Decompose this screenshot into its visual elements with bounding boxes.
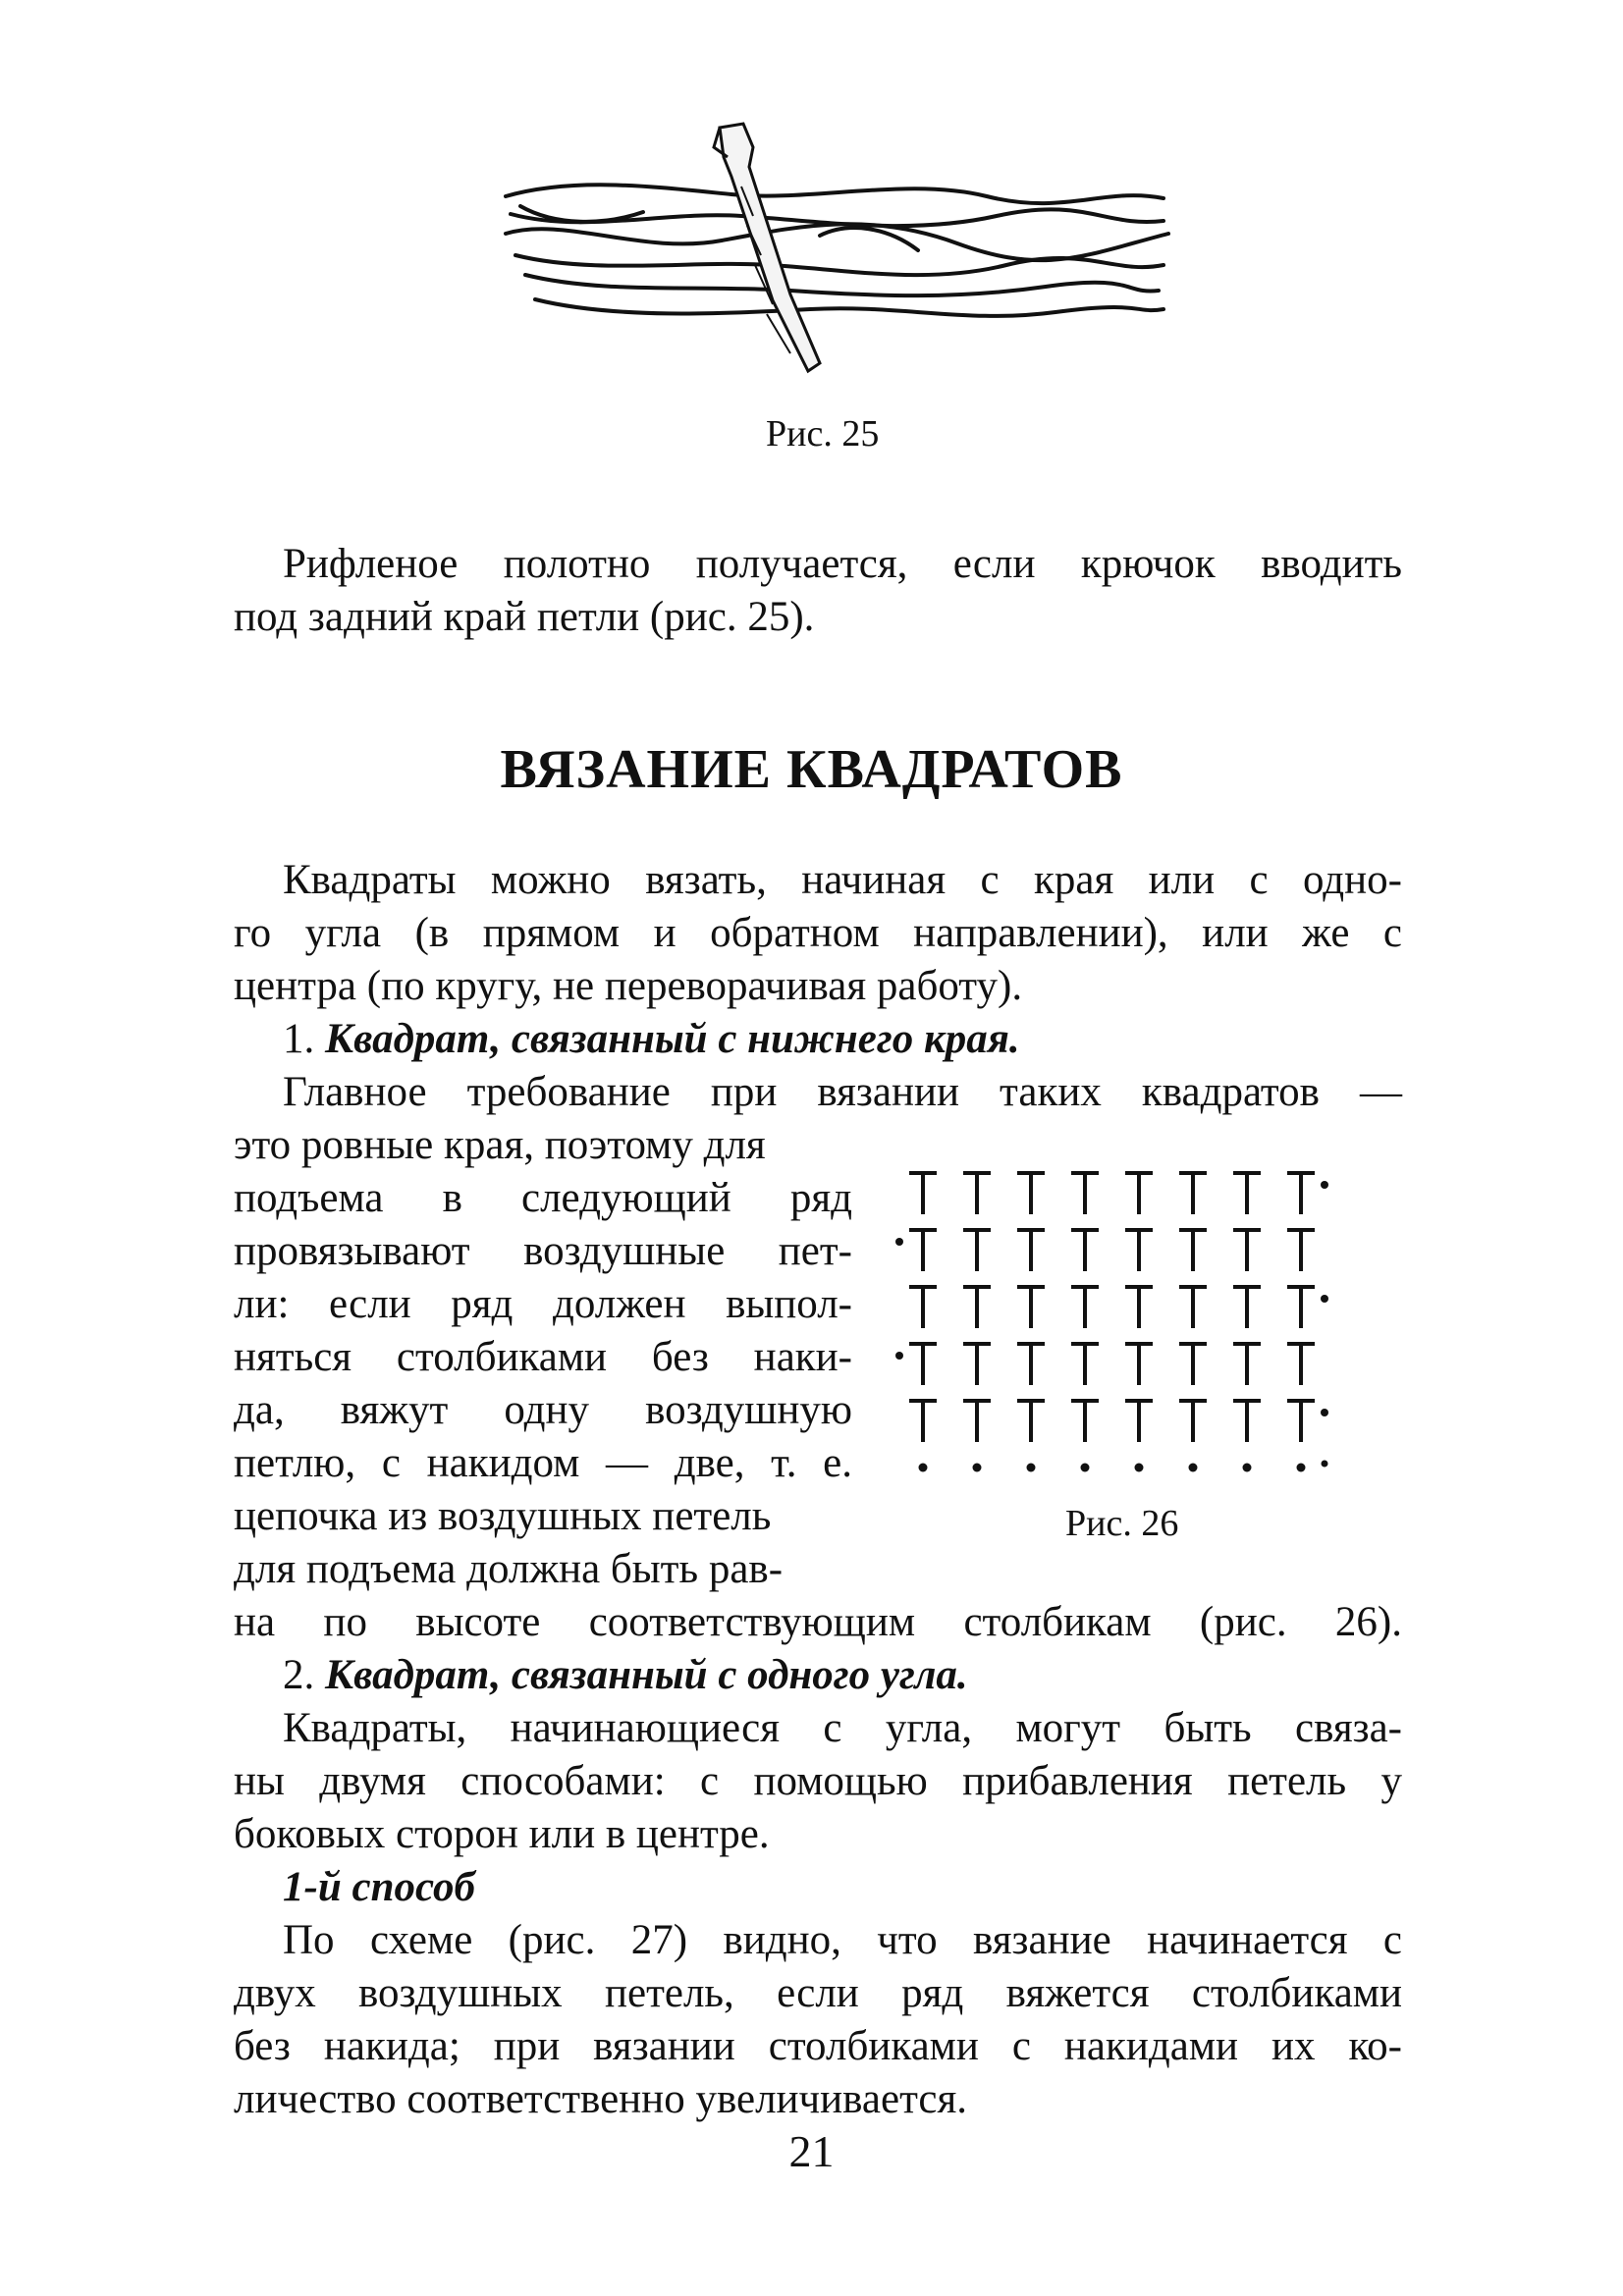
paragraph-2-line-11: на по высоте соответствующим столбикам (рис. 26). (234, 1599, 1402, 1645)
paragraph-1-line-2: го угла (в прямом и обратном направлении), или же с (234, 910, 1402, 956)
figure-25-caption: Рис. 25 (766, 413, 880, 454)
turning-chain-dot (895, 1352, 903, 1360)
paragraph-2-line-10: для подъема должна быть рав- (234, 1546, 784, 1592)
page-number: 21 (788, 2126, 835, 2176)
item-2-heading (283, 1649, 968, 1702)
foundation-chain-dot (1189, 1464, 1198, 1472)
section-title: ВЯЗАНИЕ КВАДРАТОВ (500, 739, 1123, 800)
figure-26-chart (893, 1153, 1384, 1487)
paragraph-2-line-7: да, вяжут одну воздушную (234, 1387, 852, 1433)
paragraph-2-line-5: ли: если ряд должен выпол- (234, 1281, 852, 1327)
paragraph-4-line-4: личество соответственно увеличивается. (234, 2076, 968, 2122)
foundation-chain-dot (1297, 1464, 1306, 1472)
intro-paragraph-line-2: под задний край петли (рис. 25). (234, 594, 815, 640)
paragraph-3-line-1: Квадраты, начинающиеся с угла, могут быть связа- (283, 1705, 1402, 1751)
foundation-chain-dot (919, 1464, 928, 1472)
foundation-chain-dot (1135, 1464, 1144, 1472)
item-2-number: 2. (283, 1652, 315, 1698)
paragraph-1-line-3: центра (по кругу, не переворачивая работу). (234, 963, 1023, 1009)
turning-chain-dot (895, 1238, 903, 1246)
turning-chain-dot (1321, 1181, 1328, 1189)
figure-26-caption: Рис. 26 (1065, 1503, 1179, 1544)
item-1-title: Квадрат, связанный с нижнего края. (325, 1016, 1020, 1062)
figure-25-illustration (496, 118, 1173, 383)
foundation-chain-dot (1243, 1464, 1252, 1472)
turning-chain-dot (1321, 1409, 1328, 1416)
item-1-number: 1. (283, 1016, 315, 1062)
paragraph-2-line-1: Главное требование при вязании таких квадратов — (283, 1069, 1402, 1115)
item-1-heading (283, 1013, 1020, 1066)
foundation-chain-dot (1322, 1461, 1328, 1468)
paragraph-2-line-8: петлю, с накидом — две, т. е. (234, 1440, 852, 1486)
foundation-chain-dot (1081, 1464, 1090, 1472)
turning-chain-dot (1321, 1295, 1328, 1303)
paragraph-2-line-4: провязывают воздушные пет- (234, 1228, 852, 1274)
paragraph-2-line-3: подъема в следующий ряд (234, 1175, 852, 1221)
paragraph-4-line-3: без накида; при вязании столбиками с накидами их ко- (234, 2023, 1402, 2069)
paragraph-2-line-2: это ровные края, поэтому для (234, 1122, 766, 1168)
paragraph-4-line-1: По схеме (рис. 27) видно, что вязание начинается с (283, 1917, 1402, 1963)
item-2-title: Квадрат, связанный с одного угла. (325, 1652, 968, 1698)
foundation-chain-dot (973, 1464, 982, 1472)
paragraph-2-line-9: цепочка из воздушных петель (234, 1493, 772, 1539)
paragraph-4-line-2: двух воздушных петель, если ряд вяжется столбиками (234, 1970, 1402, 2016)
method-1-label: 1-й способ (283, 1864, 475, 1910)
paragraph-2-line-6: няться столбиками без наки- (234, 1334, 852, 1380)
intro-paragraph-line-1: Рифленое полотно получается, если крючок вводить (283, 541, 1402, 587)
paragraph-3-line-2: ны двумя способами: с помощью прибавления петель у (234, 1758, 1402, 1804)
foundation-chain-dot (1027, 1464, 1036, 1472)
paragraph-1-line-1: Квадраты можно вязать, начиная с края или с одно- (283, 857, 1402, 903)
paragraph-3-line-3: боковых сторон или в центре. (234, 1811, 770, 1857)
